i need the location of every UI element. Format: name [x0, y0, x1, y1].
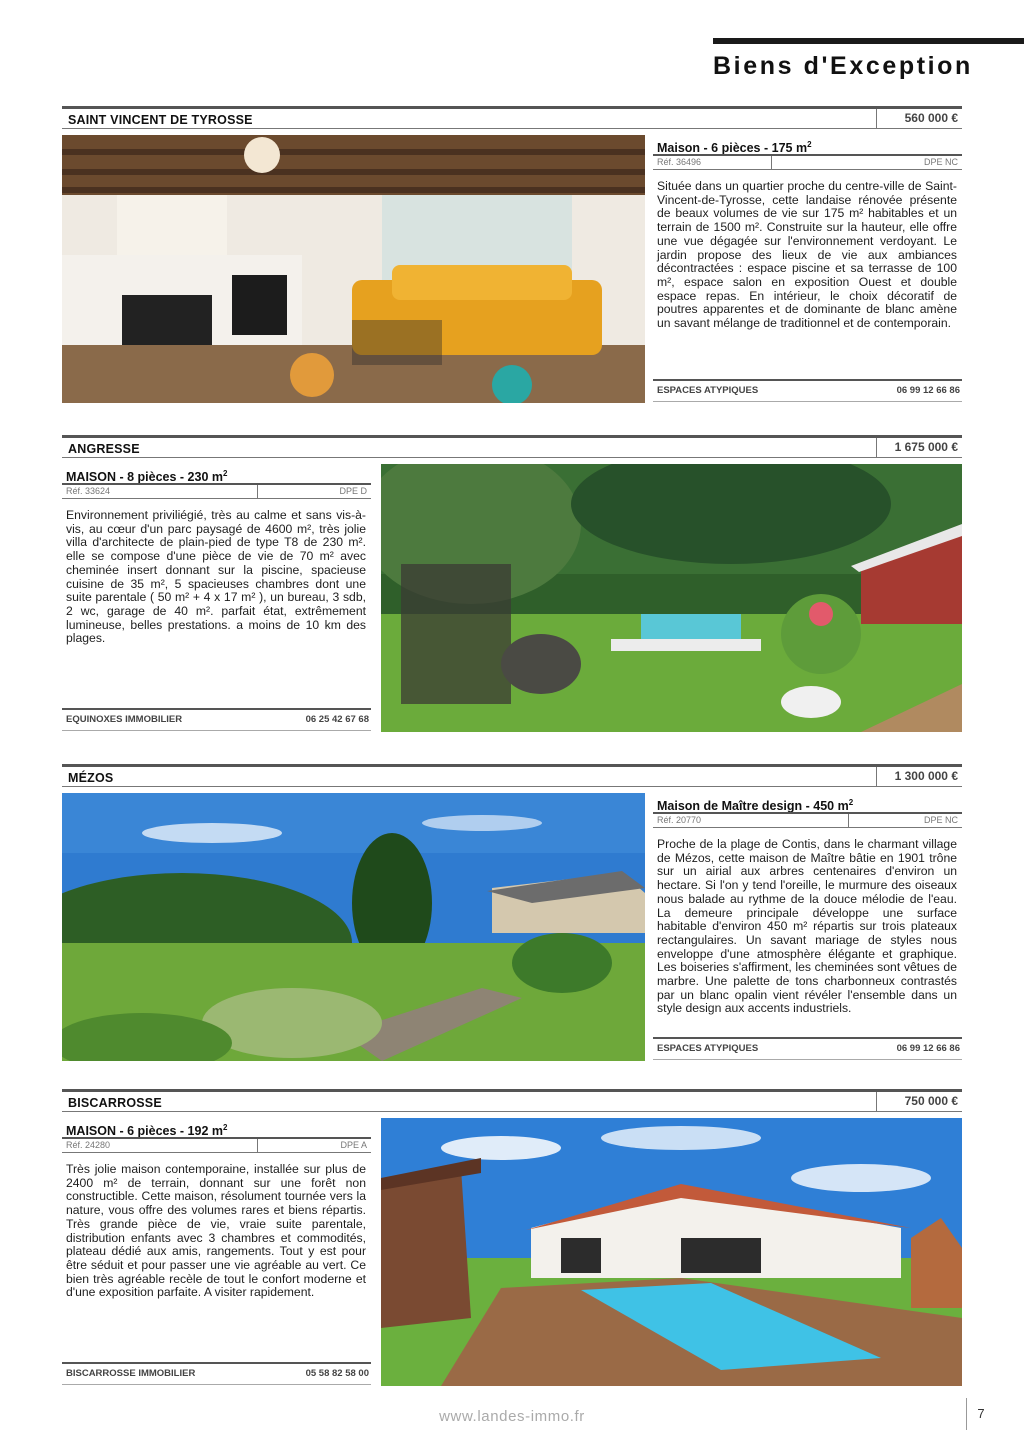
- listing-footer: [653, 1037, 962, 1060]
- house-pool-photo: [381, 1118, 962, 1386]
- garden-pool-photo: [381, 464, 962, 732]
- listing-price: 560 000 €: [876, 109, 962, 128]
- listing-footer: [62, 708, 371, 731]
- listing-info: [653, 135, 962, 403]
- listing-biscarrosse: [62, 1089, 962, 1389]
- divider: [257, 485, 258, 498]
- header-bar: [713, 38, 1024, 44]
- ref-row: [653, 812, 962, 828]
- title-rule: [62, 106, 962, 109]
- listing-dpe: DPE NC: [923, 815, 958, 825]
- agency-name: ESPACES ATYPIQUES: [657, 385, 759, 396]
- agency-phone: 05 58 82 58 00: [305, 1368, 369, 1379]
- listing-info: [62, 464, 371, 732]
- divider: [62, 786, 962, 787]
- listing-description: Environnement priviliégié, très au calme et sans vis-à-vis, au cœur d'un parc paysagé de 4600 m², très jolie villa d'architecte de plain-pied de type T8 de 230 m². elle se compose d'une pièce de vie de 70 m² avec cheminée insert donnant sur la piscine, spacieuse cuisine de 35 m², 5 spacieuses chambres dont une suite parentale ( 50 m² + 4 x 17 m² ), un bureau, 3 sdb, 2 wc, garage de 40 m². parfait état, extrêmement lumineuse, belles prestations. a moins de 10 km des plages.: [66, 508, 366, 646]
- divider: [257, 1139, 258, 1152]
- ref-row: [62, 483, 371, 499]
- agency-name: ESPACES ATYPIQUES: [657, 1043, 759, 1054]
- website-url: www.landes-immo.fr: [439, 1408, 585, 1425]
- title-rule: [62, 1089, 962, 1092]
- listing-dpe: DPE NC: [923, 157, 958, 167]
- listing-ref: Réf. 24280: [66, 1140, 111, 1150]
- page-number: 7: [966, 1398, 995, 1430]
- listing-city: BISCARROSSE: [68, 1096, 162, 1110]
- agency-name: EQUINOXES IMMOBILIER: [66, 714, 183, 725]
- divider: [848, 814, 849, 827]
- title-rule: [62, 764, 962, 767]
- listing-footer: [653, 379, 962, 402]
- listing-ref: Réf. 33624: [66, 486, 111, 496]
- listing-ref: Réf. 36496: [657, 157, 702, 167]
- divider: [62, 128, 962, 129]
- living-room-photo: [62, 135, 645, 403]
- agency-phone: 06 99 12 66 86: [896, 385, 960, 396]
- listing-description: Située dans un quartier proche du centre-ville de Saint-Vincent-de-Tyrosse, cette landaise rénovée présente de beaux volumes de vie sur 175 m² habitables et un terrain de 1500 m². Construite sur la hauteur, elle offre une vue dégagée sur l'environnement verdoyant. Le jardin propose des lieux de vie aux ambiances décontractées : espace piscine et sa terrasse de 100 m², espace salon en exposition Ouest et double espace repas. En intérieur, le choix décoratif de poutres apparentes et de dominante de blanc amène un savant mélange de traditionnel et de contemporain.: [657, 179, 957, 331]
- listing-footer: [62, 1362, 371, 1385]
- agency-phone: 06 25 42 67 68: [305, 714, 369, 725]
- listing-saint-vincent: [62, 106, 962, 406]
- listing-type: Maison de Maître design - 450 $m^2$: [657, 798, 854, 814]
- divider: [62, 457, 962, 458]
- listing-description: Très jolie maison contemporaine, installée sur plus de 2400 m² de terrain, donnant sur une forêt non constructible. Cette maison, résolument tournée vers la nature, vous offre des volumes rares et biens répartis. Très grande pièce de vie, vraie suite parentale, distribution enfants avec 3 chambres et commodités, plateau dédié aux amis, rangements. Tout y est pour être séduit et pour passer une vie agréable au vert. Ce bien très agréable recèle de tout le confort moderne et d'une exposition parfaite. A visiter rapidement.: [66, 1162, 366, 1300]
- listing-price: 1 300 000 €: [876, 767, 962, 786]
- ref-row: [653, 154, 962, 170]
- listing-mezos: [62, 764, 962, 1064]
- listing-dpe: DPE A: [340, 1140, 367, 1150]
- agency-name: BISCARROSSE IMMOBILIER: [66, 1368, 196, 1379]
- agency-phone: 06 99 12 66 86: [896, 1043, 960, 1054]
- listing-description: Proche de la plage de Contis, dans le charmant village de Mézos, cette maison de Maître bâtie en 1901 trône sur un airial aux arbres centenaires d'environ un hectare. Si l'on y tend l'oreille, le murmure des oiseaux nous balade au rythme de la douce mélodie de l'eau. La demeure principale développe une surface habitable d'environ 450 m² répartis sur trois plateaux rectangulaires. Un savant mariage de styles nous enveloppe d'une atmosphère élégante et graphique. Les boiseries s'affirment, les cheminées sont vêtues de marbre. Une palette de tons charbonneux contrastés par un blanc opalin vient révéler l'ensemble dans un style design aux accents industriels.: [657, 837, 957, 1016]
- listing-type: MAISON - 6 pièces - 192 $m^2$: [66, 1123, 228, 1139]
- page-title: Biens d'Exception: [713, 52, 973, 80]
- listing-price: 1 675 000 €: [876, 438, 962, 457]
- listing-type: MAISON - 8 pièces - 230 $m^2$: [66, 469, 228, 485]
- title-rule: [62, 435, 962, 438]
- listing-type: Maison - 6 pièces - 175 $m^2$: [657, 140, 812, 156]
- listing-info: [653, 793, 962, 1061]
- listing-ref: Réf. 20770: [657, 815, 702, 825]
- listing-price: 750 000 €: [876, 1092, 962, 1111]
- listing-angresse: [62, 435, 962, 735]
- listing-city: MÉZOS: [68, 771, 114, 785]
- listing-city: ANGRESSE: [68, 442, 140, 456]
- park-house-photo: [62, 793, 645, 1061]
- divider: [771, 156, 772, 169]
- listing-dpe: DPE D: [339, 486, 367, 496]
- ref-row: [62, 1137, 371, 1153]
- listing-city: SAINT VINCENT DE TYROSSE: [68, 113, 253, 127]
- divider: [62, 1111, 962, 1112]
- listing-info: [62, 1118, 371, 1386]
